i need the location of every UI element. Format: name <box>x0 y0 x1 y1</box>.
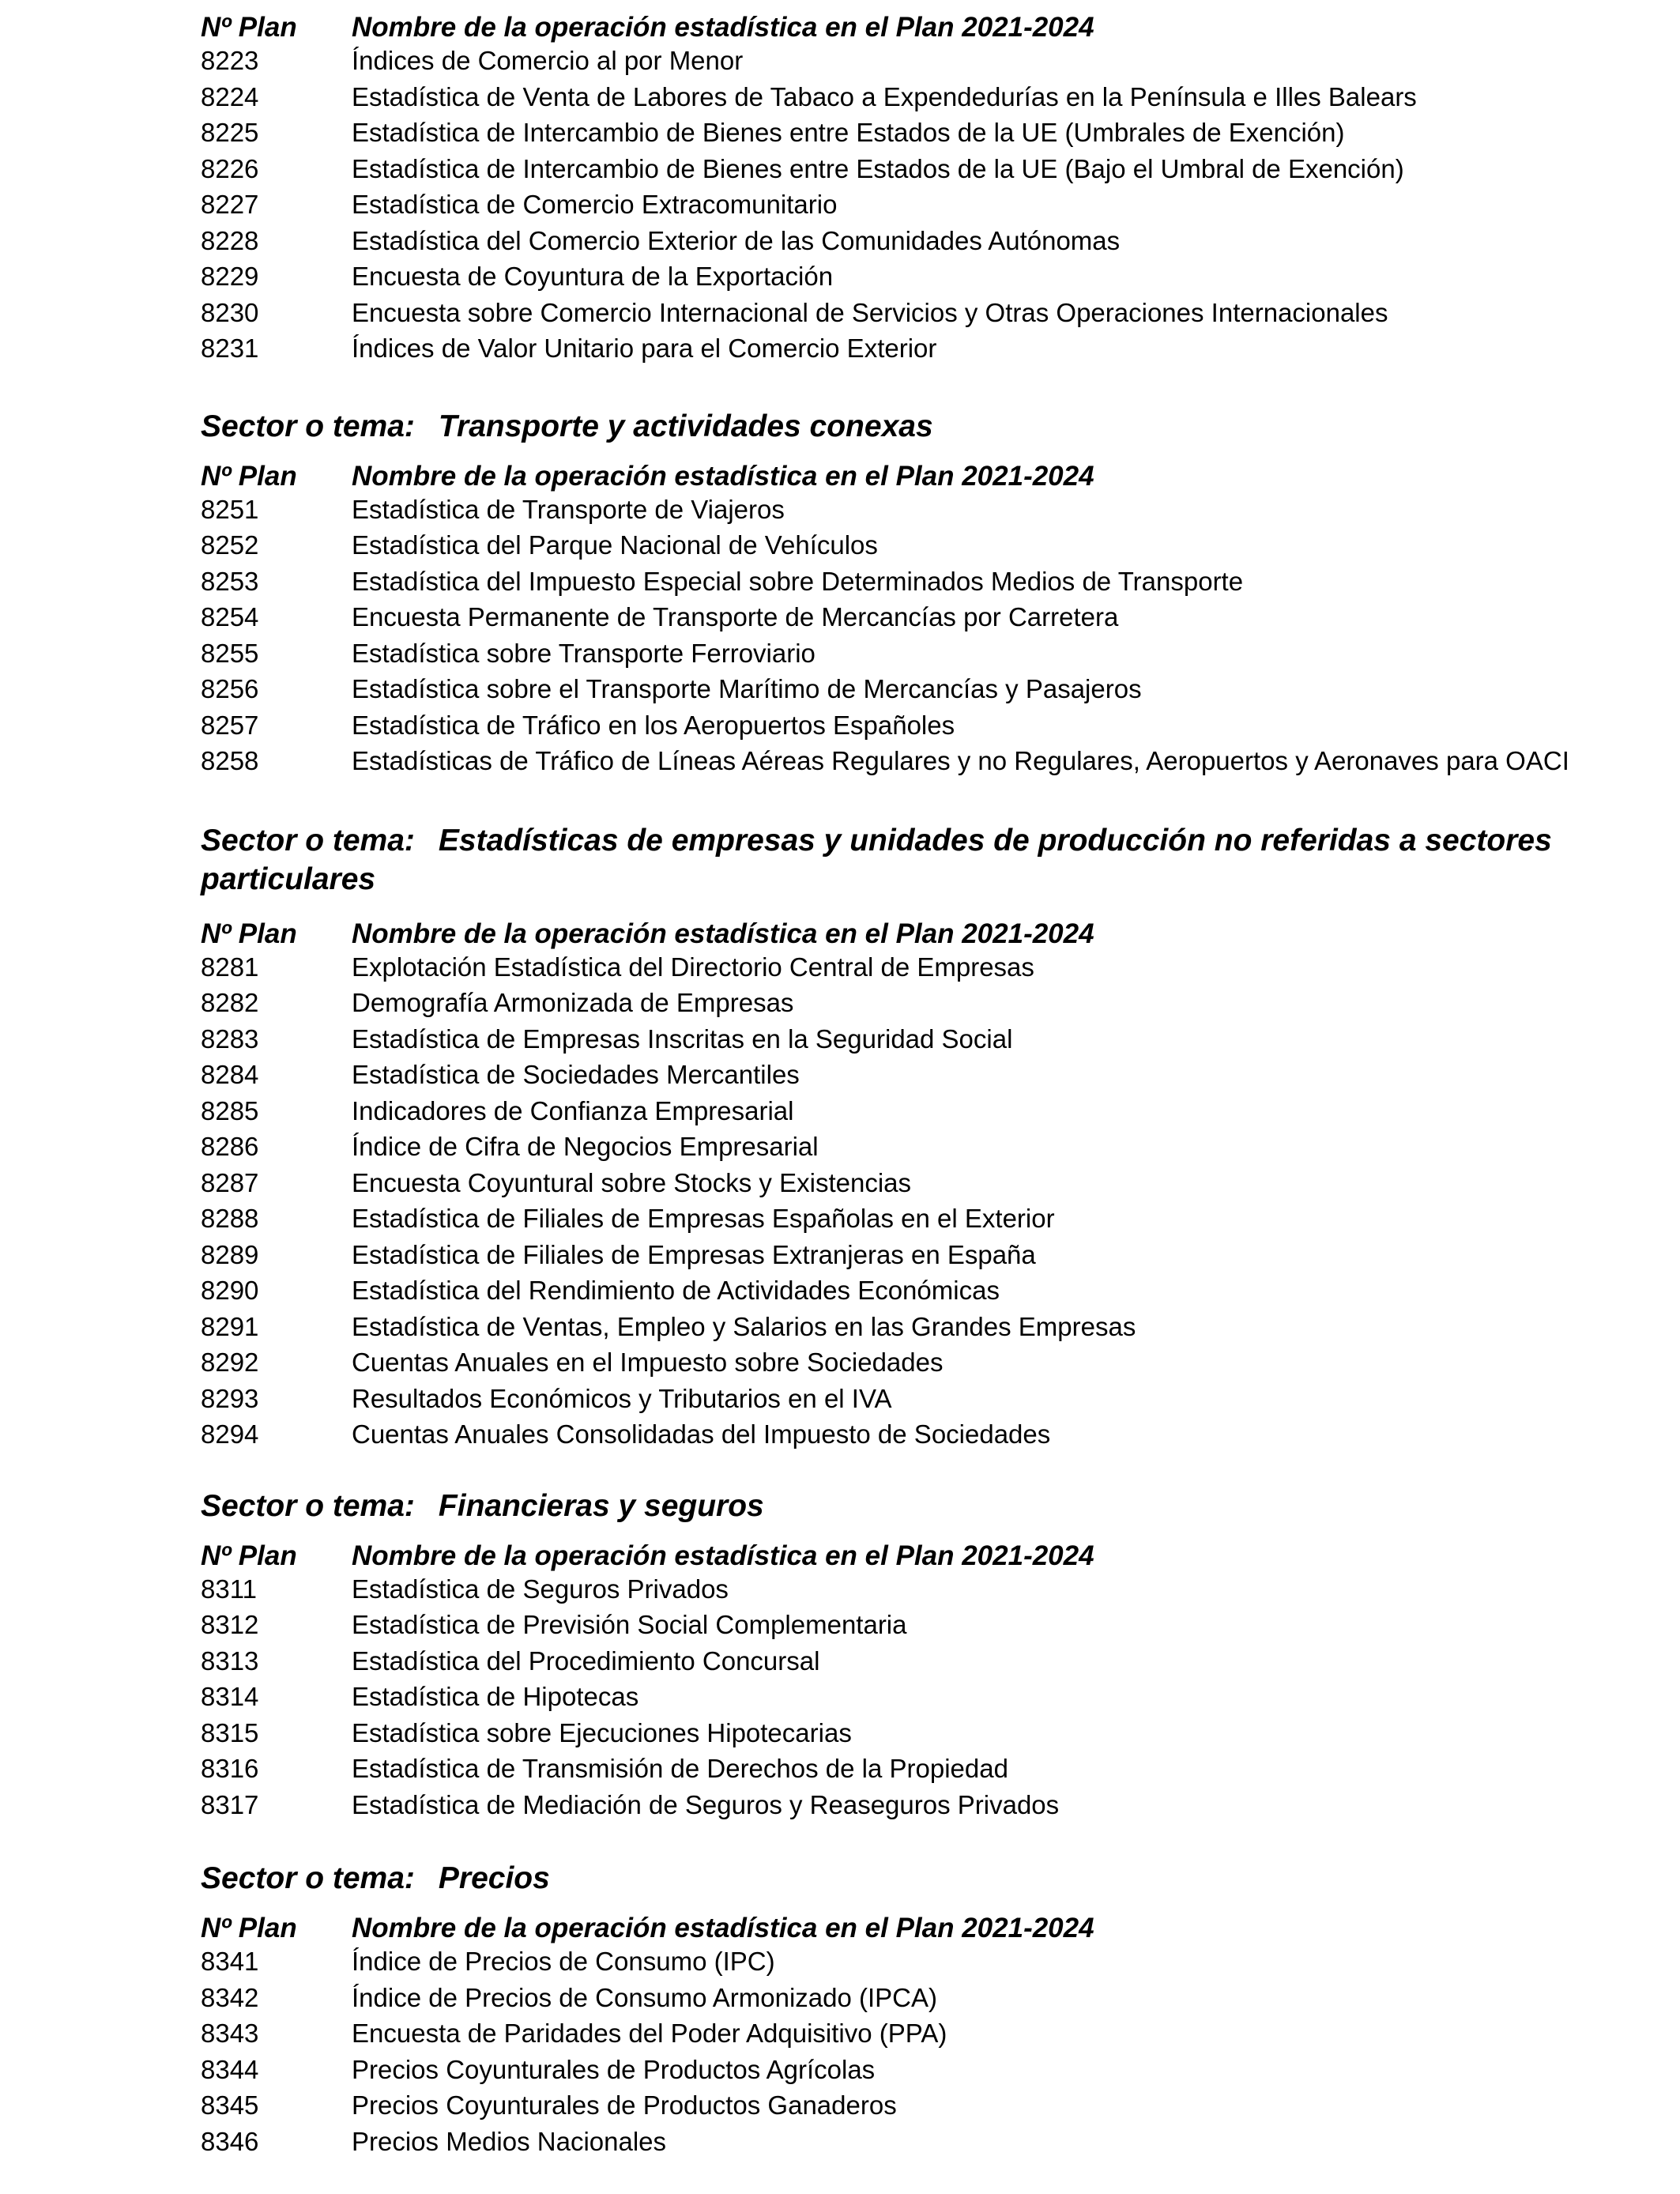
operation-name: Índice de Precios de Consumo (IPC) <box>352 1947 775 1976</box>
plan-number: 8285 <box>201 1095 259 1125</box>
table-row <box>201 1095 1591 1132</box>
table-row <box>201 710 1591 746</box>
table-row <box>201 1681 1591 1717</box>
sector-heading <box>201 407 1591 446</box>
sector-prefix: Sector o tema: <box>201 1861 415 1895</box>
column-header-number: Nº Plan <box>201 1913 297 1943</box>
operation-name: Estadística de Previsión Social Complementaria <box>352 1610 907 1639</box>
operation-name: Demografía Armonizada de Empresas <box>352 988 794 1017</box>
table-row <box>201 1609 1591 1646</box>
table-row <box>201 530 1591 566</box>
column-header <box>201 1910 1591 1946</box>
document-page <box>201 9 1591 2162</box>
operation-name: Estadística de Ventas, Empleo y Salarios en las Grandes Empresas <box>352 1311 1136 1341</box>
plan-number: 8288 <box>201 1204 259 1233</box>
operation-name: Índices de Comercio al por Menor <box>352 46 744 75</box>
table-row <box>201 1383 1591 1419</box>
operation-name: Estadística de Transmisión de Derechos de la Propiedad <box>352 1754 1008 1783</box>
operation-name: Estadística del Procedimiento Concursal <box>352 1646 820 1676</box>
plan-number: 8231 <box>201 334 259 363</box>
operation-name: Encuesta de Paridades del Poder Adquisitivo (PPA) <box>352 2019 947 2048</box>
operation-name: Encuesta sobre Comercio Internacional de Servicios y Otras Operaciones Internacionales <box>352 297 1388 327</box>
table-row <box>201 297 1591 334</box>
plan-number: 8284 <box>201 1060 259 1089</box>
plan-number: 8317 <box>201 1789 259 1819</box>
operation-name: Precios Medios Nacionales <box>352 2126 667 2156</box>
table-row <box>201 1167 1591 1204</box>
plan-number: 8254 <box>201 602 259 631</box>
table-row <box>201 2018 1591 2054</box>
sector-title: Financieras y seguros <box>438 1488 764 1523</box>
table-row <box>201 952 1591 988</box>
column-header <box>201 458 1591 494</box>
plan-number: 8253 <box>201 566 259 596</box>
table-row <box>201 1347 1591 1383</box>
operation-name: Índices de Valor Unitario para el Comercio Exterior <box>352 334 937 363</box>
operation-name: Estadística de Empresas Inscritas en la Seguridad Social <box>352 1023 1013 1054</box>
table-row <box>201 1789 1591 1826</box>
plan-number: 8258 <box>201 746 259 775</box>
plan-number: 8224 <box>201 81 259 111</box>
plan-number: 8289 <box>201 1239 259 1269</box>
plan-number: 8282 <box>201 988 259 1017</box>
table-row <box>201 745 1591 782</box>
plan-number: 8281 <box>201 952 259 982</box>
table-row <box>201 1239 1591 1276</box>
plan-number: 8228 <box>201 225 259 255</box>
sector-section <box>201 1859 1591 2162</box>
table-row <box>201 1946 1591 1982</box>
sector-title: Estadísticas de empresas y unidades de producción no referidas a sectores particulares <box>201 823 1552 896</box>
operation-name: Encuesta Coyuntural sobre Stocks y Existencias <box>352 1167 912 1197</box>
sector-heading <box>201 821 1591 899</box>
table-row <box>201 1023 1591 1060</box>
table-row <box>201 1311 1591 1348</box>
table-row <box>201 225 1591 262</box>
plan-number: 8225 <box>201 118 259 147</box>
sector-prefix: Sector o tema: <box>201 409 415 443</box>
plan-number: 8294 <box>201 1419 259 1449</box>
operation-name: Estadística de Seguros Privados <box>352 1574 729 1604</box>
operation-name: Encuesta Permanente de Transporte de Mercancías por Carretera <box>352 602 1119 631</box>
column-header-name: Nombre de la operación estadística en el Plan 2021-2024 <box>352 1913 1094 1943</box>
operation-name: Estadística del Rendimiento de Actividades Económicas <box>352 1276 1000 1305</box>
table-row <box>201 987 1591 1023</box>
column-header <box>201 1538 1591 1574</box>
table-row <box>201 601 1591 638</box>
plan-number: 8311 <box>201 1574 257 1604</box>
operation-name: Estadística de Sociedades Mercantiles <box>352 1060 800 1089</box>
table-row <box>201 1419 1591 1455</box>
plan-number: 8314 <box>201 1682 259 1711</box>
operation-name: Estadística sobre Ejecuciones Hipotecarias <box>352 1717 852 1747</box>
operation-name: Estadística de Filiales de Empresas Españolas en el Exterior <box>352 1204 1055 1233</box>
plan-number: 8344 <box>201 2054 259 2084</box>
plan-number: 8342 <box>201 1982 259 2012</box>
column-header-name: Nombre de la operación estadística en el Plan 2021-2024 <box>352 1540 1094 1571</box>
table-row <box>201 566 1591 602</box>
table-row <box>201 494 1591 530</box>
sector-heading <box>201 1859 1591 1898</box>
operation-name: Encuesta de Coyuntura de la Exportación <box>352 262 834 291</box>
plan-number: 8257 <box>201 710 259 740</box>
operation-name: Estadística de Tráfico en los Aeropuertos Españoles <box>352 710 955 740</box>
plan-number: 8251 <box>201 494 259 524</box>
operation-name: Estadística del Impuesto Especial sobre Determinados Medios de Transporte <box>352 566 1244 596</box>
plan-number: 8341 <box>201 1947 259 1976</box>
plan-number: 8286 <box>201 1132 259 1161</box>
table-row <box>201 1574 1591 1610</box>
plan-number: 8292 <box>201 1348 259 1377</box>
table-row <box>201 117 1591 153</box>
operation-name: Cuentas Anuales Consolidadas del Impuesto de Sociedades <box>352 1419 1051 1449</box>
table-row <box>201 1275 1591 1311</box>
table-row <box>201 333 1591 369</box>
sector-title: Transporte y actividades conexas <box>438 409 933 443</box>
plan-number: 8345 <box>201 2090 259 2120</box>
table-row <box>201 1982 1591 2019</box>
column-header-name: Nombre de la operación estadística en el Plan 2021-2024 <box>352 12 1094 43</box>
plan-number: 8256 <box>201 674 259 703</box>
operation-name: Estadística de Intercambio de Bienes entre Estados de la UE (Umbrales de Exención) <box>352 118 1345 147</box>
plan-number: 8316 <box>201 1754 259 1783</box>
table-row <box>201 189 1591 225</box>
operation-name: Precios Coyunturales de Productos Ganaderos <box>352 2090 897 2120</box>
plan-number: 8229 <box>201 262 259 291</box>
table-row <box>201 638 1591 674</box>
column-header-number: Nº Plan <box>201 12 297 43</box>
operation-name: Estadística sobre el Transporte Marítimo de Mercancías y Pasajeros <box>352 674 1142 703</box>
operation-name: Índice de Cifra de Negocios Empresarial <box>352 1132 819 1161</box>
operation-name: Precios Coyunturales de Productos Agrícolas <box>352 2054 876 2084</box>
plan-number: 8290 <box>201 1276 259 1305</box>
plan-number: 8226 <box>201 153 259 183</box>
operation-name: Estadística de Intercambio de Bienes entre Estados de la UE (Bajo el Umbral de Exención) <box>352 153 1404 183</box>
plan-number: 8252 <box>201 530 259 560</box>
plan-number: 8287 <box>201 1167 259 1197</box>
column-header-number: Nº Plan <box>201 918 297 949</box>
plan-number: 8283 <box>201 1023 259 1054</box>
sector-prefix: Sector o tema: <box>201 1488 415 1523</box>
table-row <box>201 1646 1591 1682</box>
table-row <box>201 153 1591 190</box>
sector-heading <box>201 1487 1591 1525</box>
sector-section <box>201 9 1591 369</box>
column-header <box>201 916 1591 952</box>
sector-title: Precios <box>438 1861 550 1895</box>
table-row <box>201 1131 1591 1167</box>
operation-name: Estadística del Parque Nacional de Vehículos <box>352 530 878 560</box>
column-header-number: Nº Plan <box>201 460 297 492</box>
operation-name: Estadística de Hipotecas <box>352 1682 639 1711</box>
operation-name: Indicadores de Confianza Empresarial <box>352 1095 794 1125</box>
plan-number: 8315 <box>201 1717 259 1747</box>
table-row <box>201 1753 1591 1789</box>
operation-name: Estadística sobre Transporte Ferroviario <box>352 638 816 668</box>
operation-name: Estadísticas de Tráfico de Líneas Aéreas Regulares y no Regulares, Aeropuertos y Aeronaves para OACI <box>352 746 1569 775</box>
operation-name: Explotación Estadística del Directorio Central de Empresas <box>352 952 1034 982</box>
operation-name: Estadística de Mediación de Seguros y Reaseguros Privados <box>352 1789 1060 1819</box>
plan-number: 8230 <box>201 297 259 327</box>
column-header-name: Nombre de la operación estadística en el Plan 2021-2024 <box>352 460 1094 492</box>
sector-section <box>201 407 1591 782</box>
table-row <box>201 2090 1591 2126</box>
table-row <box>201 2054 1591 2090</box>
plan-number: 8291 <box>201 1311 259 1341</box>
column-header-name: Nombre de la operación estadística en el Plan 2021-2024 <box>352 918 1094 949</box>
operation-name: Estadística de Comercio Extracomunitario <box>352 190 838 219</box>
plan-number: 8223 <box>201 46 259 75</box>
sector-section <box>201 1487 1591 1826</box>
plan-number: 8255 <box>201 638 259 668</box>
column-header-number: Nº Plan <box>201 1540 297 1571</box>
operation-name: Estadística de Venta de Labores de Tabaco a Expendedurías en la Península e Illes Balears <box>352 81 1417 111</box>
operation-name: Estadística de Transporte de Viajeros <box>352 494 785 524</box>
table-row <box>201 673 1591 710</box>
operation-name: Resultados Económicos y Tributarios en el IVA <box>352 1383 892 1413</box>
plan-number: 8313 <box>201 1646 259 1676</box>
sector-section <box>201 821 1591 1455</box>
plan-number: 8346 <box>201 2126 259 2156</box>
table-row <box>201 1203 1591 1239</box>
table-row <box>201 2126 1591 2162</box>
column-header <box>201 9 1591 45</box>
plan-number: 8227 <box>201 190 259 219</box>
sector-prefix: Sector o tema: <box>201 823 415 858</box>
plan-number: 8293 <box>201 1383 259 1413</box>
operation-name: Índice de Precios de Consumo Armonizado (IPCA) <box>352 1982 938 2012</box>
table-row <box>201 261 1591 297</box>
operation-name: Estadística de Filiales de Empresas Extranjeras en España <box>352 1239 1036 1269</box>
table-row <box>201 45 1591 81</box>
table-row <box>201 1717 1591 1754</box>
operation-name: Cuentas Anuales en el Impuesto sobre Sociedades <box>352 1348 944 1377</box>
plan-number: 8312 <box>201 1610 259 1639</box>
plan-number: 8343 <box>201 2019 259 2048</box>
table-row <box>201 81 1591 118</box>
table-row <box>201 1059 1591 1095</box>
operation-name: Estadística del Comercio Exterior de las Comunidades Autónomas <box>352 225 1121 255</box>
